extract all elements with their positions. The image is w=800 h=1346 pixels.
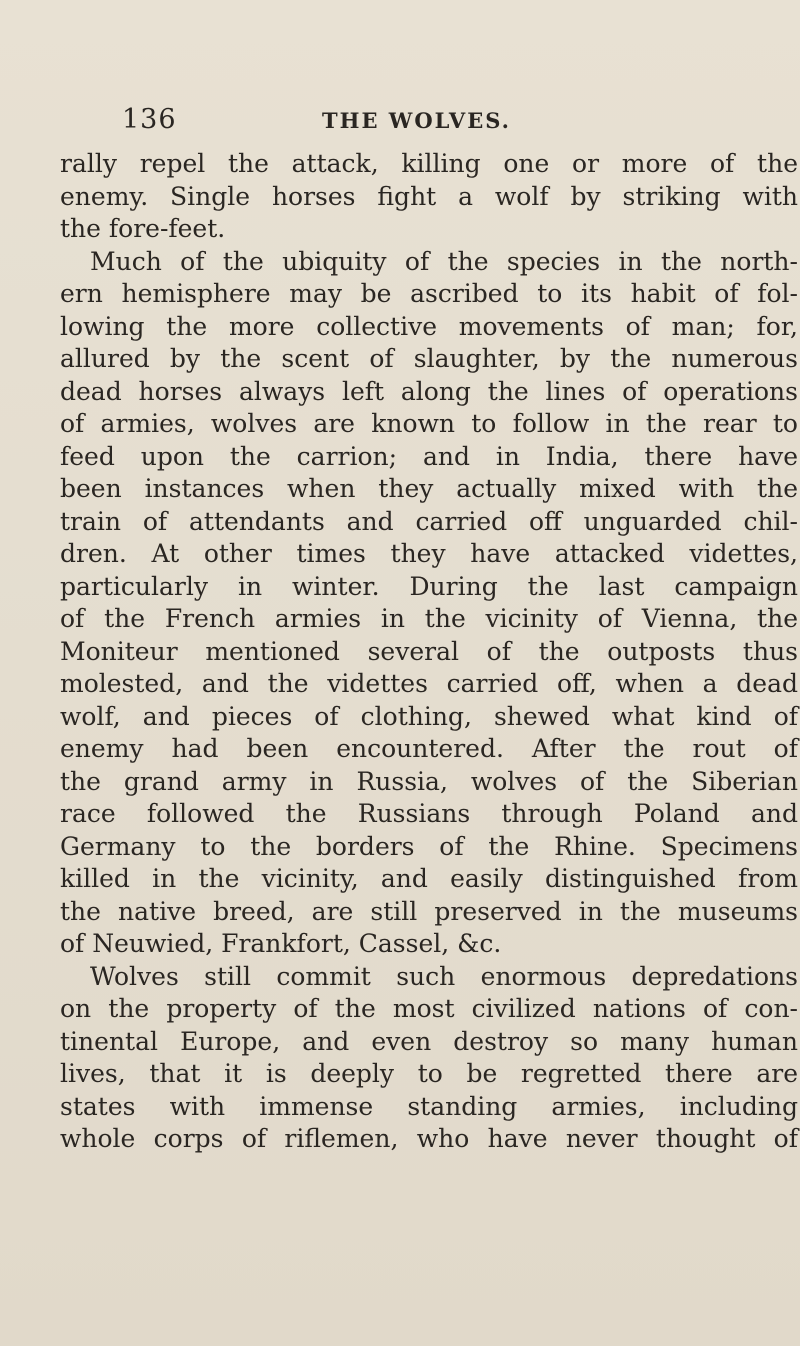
text-line: allured by the scent of slaughter, by the numerous (60, 344, 798, 373)
text-line: feed upon the carrion; and in India, there have (60, 441, 798, 471)
text-line: been instances when they actually mixed with the (60, 474, 798, 503)
text-line: of the French armies in the vicinity of Vienna, the (60, 604, 798, 633)
running-head (122, 104, 766, 138)
text-line: on the property of the most civilized nations of con- (60, 994, 798, 1023)
text-line: Much of the ubiquity of the species in the north- (90, 246, 798, 276)
text-line: enemy had been encountered. After the rout of (60, 734, 798, 763)
text-line: lives, that it is deeply to be regretted there are (60, 1059, 798, 1088)
text-line: states with immense standing armies, including (60, 1091, 798, 1121)
text-line: Germany to the borders of the Rhine. Specimens (60, 831, 798, 861)
text-line: whole corps of riflemen, who have never thought of (60, 1124, 798, 1153)
text-line: rally repel the attack, killing one or more of the (60, 149, 798, 178)
text-line: train of attendants and carried off unguarded chil- (60, 506, 798, 536)
text-line: the grand army in Russia, wolves of the Siberian (60, 766, 798, 796)
text-line: Wolves still commit such enormous depredations (90, 961, 798, 991)
text-line: Moniteur mentioned several of the outposts thus (60, 636, 798, 666)
body-text (60, 148, 798, 1156)
running-title: THE WOLVES. (322, 108, 511, 133)
text-line: of armies, wolves are known to follow in the rear to (60, 409, 798, 438)
text-line: killed in the vicinity, and easily distinguished from (60, 864, 798, 893)
text-line: lowing the more collective movements of man; for, (60, 311, 798, 341)
text-line: the fore-feet. (60, 214, 226, 243)
text-line: of Neuwied, Frankfort, Cassel, &c. (60, 929, 502, 958)
text-line: enemy. Single horses fight a wolf by striking with (60, 181, 798, 211)
text-line: dren. At other times they have attacked videttes, (60, 539, 798, 568)
text-line: ern hemisphere may be ascribed to its habit of fol- (60, 279, 798, 308)
text-line: wolf, and pieces of clothing, shewed what kind of (60, 701, 798, 731)
text-line: race followed the Russians through Poland and (60, 799, 798, 828)
text-line: tinental Europe, and even destroy so many human (60, 1026, 798, 1056)
page-number: 136 (122, 104, 177, 135)
text-line: molested, and the videttes carried off, when a dead (60, 669, 798, 698)
text-line: dead horses always left along the lines of operations (60, 376, 798, 406)
text-line: particularly in winter. During the last campaign (60, 571, 798, 601)
text-line: the native breed, are still preserved in the museums (60, 896, 798, 926)
